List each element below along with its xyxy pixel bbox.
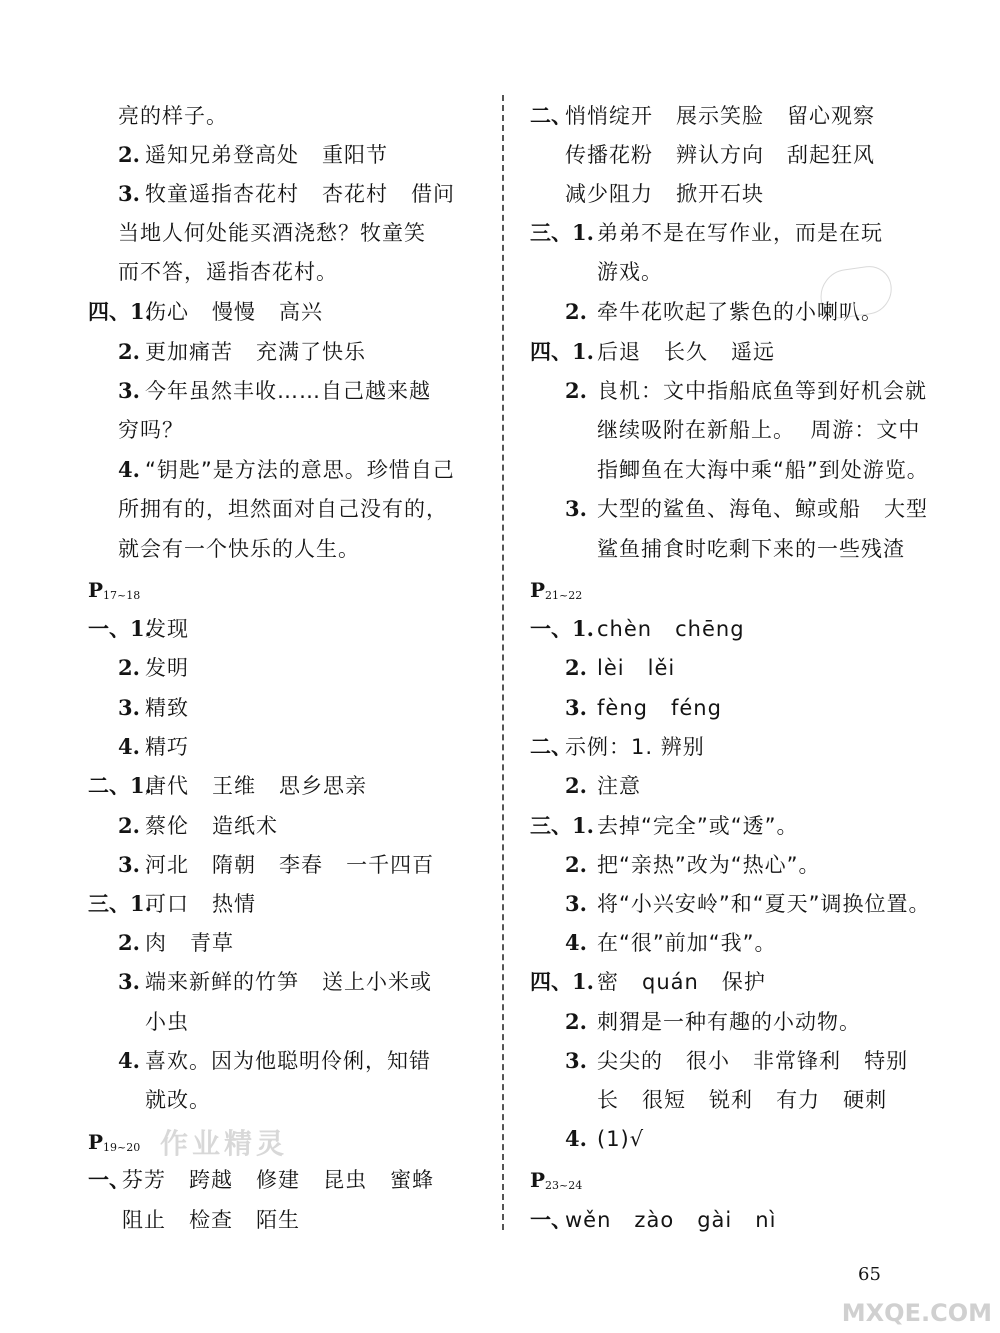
page-range-heading: $P_{19\sim 20}$ (88, 1130, 141, 1154)
section-number: 二、1. (88, 773, 152, 798)
answer-line: 刺猬是一种有趣的小动物。 (597, 1010, 861, 1034)
section-number: 二、 (530, 103, 572, 128)
watermark-text: MXQE.COM (841, 1299, 992, 1327)
answer-line: 后退 长久 遥远 (597, 340, 776, 364)
answer-line: 指鲫鱼在大海中乘“船”到处游览。 (597, 458, 929, 482)
answer-line: 就会有一个快乐的人生。 (118, 537, 360, 561)
answer-line: 发现 (145, 617, 189, 641)
page-range-heading: $P_{21\sim 22}$ (530, 578, 583, 602)
answer-line: lèi lěi (597, 656, 676, 680)
answer-line: 今年虽然丰收……自己越来越 (145, 379, 431, 403)
section-number: 一、1. (530, 616, 594, 641)
item-number: 3. (118, 378, 140, 403)
answer-line: 去掉“完全”或“透”。 (597, 814, 799, 838)
item-number: 4. (565, 1126, 587, 1151)
item-number: 3. (118, 181, 140, 206)
answer-line: 长 很短 锐利 有力 硬刺 (597, 1088, 888, 1112)
item-number: 2. (565, 299, 587, 324)
answer-line: 可口 热情 (145, 892, 257, 916)
answer-line: 遥知兄弟登高处 重阳节 (145, 143, 389, 167)
item-number: 3. (118, 969, 140, 994)
answer-line: 而不答，遥指杏花村。 (118, 260, 338, 284)
answer-line: 芬芳 跨越 修建 昆虫 蜜蜂 (122, 1168, 435, 1192)
item-number: 2. (118, 142, 140, 167)
answer-line: 肉 青草 (145, 931, 235, 955)
section-number: 三、1. (88, 891, 152, 916)
answer-line: 蔡伦 造纸术 (145, 814, 279, 838)
answer-line: 亮的样子。 (118, 104, 228, 128)
section-number: 四、1. (530, 339, 594, 364)
answer-line: (1)√ (597, 1127, 645, 1151)
answer-line: 当地人何处能买酒浇愁？牧童笑 (118, 221, 426, 245)
section-number: 四、1. (88, 299, 152, 324)
answer-line: 牧童遥指杏花村 杏花村 借问 (145, 182, 456, 206)
item-number: 4. (118, 457, 140, 482)
answer-line: 端来新鲜的竹笋 送上小米或 (145, 970, 433, 994)
answer-line: 减少阻力 掀开石块 (565, 182, 765, 206)
item-number: 4. (565, 930, 587, 955)
section-number: 三、1. (530, 813, 594, 838)
item-number: 2. (118, 339, 140, 364)
section-number: 一、1. (88, 616, 152, 641)
answer-line: 更加痛苦 充满了快乐 (145, 340, 367, 364)
item-number: 4. (118, 1048, 140, 1073)
section-number: 四、1. (530, 969, 594, 994)
item-number: 2. (565, 852, 587, 877)
answer-line: 河北 隋朝 李春 一千四百 (145, 853, 435, 877)
answer-line: 唐代 王维 思乡思亲 (145, 774, 368, 798)
answer-line: 弟弟不是在写作业，而是在玩 (597, 221, 883, 245)
item-number: 3. (565, 1048, 587, 1073)
answer-line: 大型的鲨鱼、海龟、鲸或船 大型 (597, 497, 929, 521)
answer-line: “钥匙”是方法的意思。珍惜自己 (145, 458, 455, 482)
answer-line: 发明 (145, 656, 189, 680)
answer-line: 穷吗？ (118, 418, 184, 442)
item-number: 3. (565, 496, 587, 521)
item-number: 3. (118, 852, 140, 877)
answer-line: wěn zào gài nì (565, 1208, 777, 1232)
answer-line: 游戏。 (597, 260, 663, 284)
page-range-heading: $P_{17\sim 18}$ (88, 578, 141, 602)
section-number: 一、 (88, 1167, 130, 1192)
column-divider (502, 95, 504, 1230)
answer-line: 注意 (597, 774, 641, 798)
answer-line: 将“小兴安岭”和“夏天”调换位置。 (597, 892, 931, 916)
answer-line: 所拥有的，坦然面对自己没有的， (118, 497, 448, 521)
section-number: 一、 (530, 1207, 572, 1232)
answer-line: 悄悄绽开 展示笑脸 留心观察 (565, 104, 876, 128)
page-range-heading: $P_{23\sim 24}$ (530, 1168, 583, 1192)
answer-line: 精致 (145, 696, 189, 720)
item-number: 4. (118, 734, 140, 759)
item-number: 2. (118, 813, 140, 838)
answer-line: 精巧 (145, 735, 189, 759)
item-number: 3. (565, 695, 587, 720)
section-number: 三、1. (530, 220, 594, 245)
item-number: 2. (565, 1009, 587, 1034)
answer-line: 传播花粉 辨认方向 刮起狂风 (565, 143, 876, 167)
item-number: 2. (565, 655, 587, 680)
answer-line: 继续吸附在新船上。 周游：文中 (597, 418, 921, 442)
watermark-overlay: 作业精灵 (160, 1127, 289, 1160)
section-number: 二、 (530, 734, 572, 759)
answer-line: 把“亲热”改为“热心”。 (597, 853, 821, 877)
answer-line: 喜欢。因为他聪明伶俐，知错 (145, 1049, 431, 1073)
item-number: 2. (118, 655, 140, 680)
answer-line: 牵牛花吹起了紫色的小喇叭。 (597, 300, 883, 324)
answer-line: 就改。 (145, 1088, 211, 1112)
item-number: 3. (565, 891, 587, 916)
answer-line: 尖尖的 很小 非常锋利 特别 (597, 1049, 909, 1073)
answer-line: fèng féng (597, 696, 722, 720)
answer-line: 良机：文中指船底鱼等到好机会就 (597, 379, 927, 403)
item-number: 3. (118, 695, 140, 720)
answer-line: 鲨鱼捕食时吃剩下来的一些残渣 (597, 537, 905, 561)
answer-line: 在“很”前加“我”。 (597, 931, 777, 955)
answer-line: 小虫 (145, 1010, 189, 1034)
item-number: 2. (565, 773, 587, 798)
answer-line: chèn chēng (597, 617, 745, 641)
page-number: 65 (858, 1264, 881, 1285)
answer-line: 伤心 慢慢 高兴 (145, 300, 324, 324)
item-number: 2. (118, 930, 140, 955)
item-number: 2. (565, 378, 587, 403)
answer-line: 阻止 检查 陌生 (122, 1208, 301, 1232)
answer-line: 示例：1. 辨别 (565, 735, 705, 759)
answer-line: 密 quán 保护 (597, 970, 766, 994)
